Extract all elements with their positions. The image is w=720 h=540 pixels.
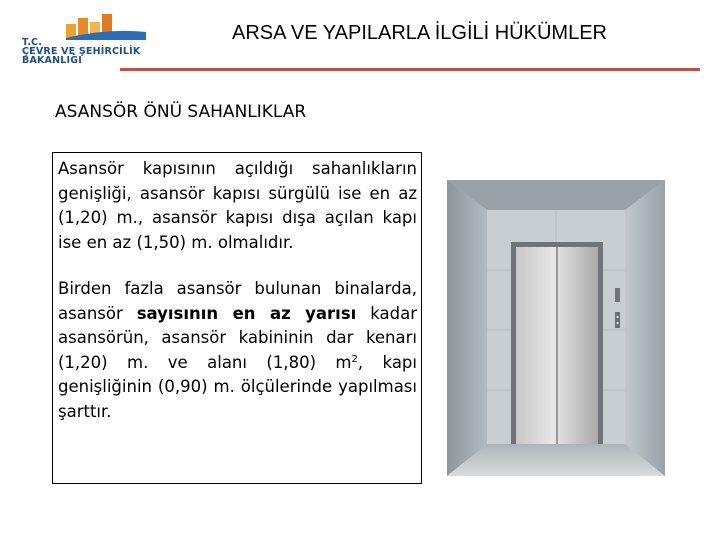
section-title: ASANSÖR ÖNÜ SAHANLIKLAR	[55, 102, 307, 122]
paragraph-2-part-2: kadar asansörün, asansör kabininin dar kenarı (1,20) m. ve alanı (1,80) m	[58, 303, 417, 372]
logo-line-2: ÇEVRE VE ŞEHİRCİLİK	[22, 46, 141, 57]
header-divider	[120, 68, 700, 71]
ministry-logo	[14, 12, 164, 68]
logo-line-3: BAKANLIĞI	[22, 55, 82, 66]
logo-text	[22, 38, 140, 65]
paragraph-1: Asansör kapısının açıldığı sahanlıkların genişliği, asansör kapısı sürgülü ise en az (1,20) m., asansör kapısı dışa açılan kapı ise en az (1,50) m. olmalıdır.	[58, 159, 417, 252]
superscript-2: 2	[351, 353, 358, 365]
page-title: ARSA VE YAPILARLA İLGİLİ HÜKÜMLER	[232, 22, 607, 44]
paragraph-2-bold: sayısının en az yarısı	[136, 303, 357, 323]
elevator-illustration	[447, 180, 665, 476]
elevator-photo	[447, 180, 665, 476]
logo-line-1: T.C.	[22, 37, 43, 48]
paragraph-2-part-1: Birden fazla asansör bulunan binalarda, asansör	[58, 279, 417, 323]
paragraph-2	[58, 277, 417, 424]
text-box	[52, 152, 422, 484]
building-skyline-icon	[66, 14, 146, 40]
paragraph-2-part-3: , kapı genişliğinin (0,90) m. ölçülerinde yapılması şarttır.	[58, 352, 417, 421]
